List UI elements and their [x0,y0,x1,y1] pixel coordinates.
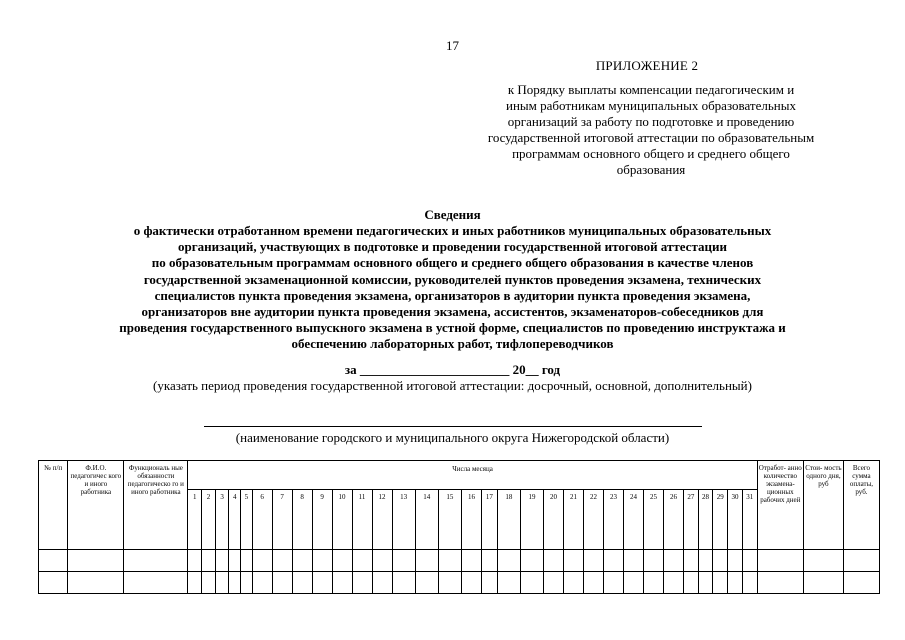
table-cell[interactable] [497,550,520,572]
day-header-20: 20 [544,490,564,550]
header-duties: Функциональ ные обязанности педагогическо го и иного работника [124,461,188,550]
day-header-5: 5 [241,490,253,550]
table-cell[interactable] [124,550,188,572]
period-note: (указать период проведения государственной итоговой аттестации: досрочный, основной, дополнительный) [153,378,752,393]
table-cell[interactable] [241,572,253,594]
day-header-22: 22 [584,490,604,550]
table-cell[interactable] [392,572,415,594]
table-cell[interactable] [292,550,312,572]
table-cell[interactable] [584,572,604,594]
table-cell[interactable] [604,572,624,594]
table-cell[interactable] [803,572,843,594]
header-worked-days: Отработ- анно количество экзамена- ционных рабочих дней [757,461,803,550]
day-header-9: 9 [312,490,332,550]
day-header-7: 7 [272,490,292,550]
table-cell[interactable] [698,572,713,594]
appendix-description [452,82,850,178]
table-cell[interactable] [229,572,241,594]
appendix-line: организаций за работу по подготовке и проведению [507,114,795,129]
table-row [39,550,880,572]
table-cell[interactable] [39,550,68,572]
header-num: № п/п [39,461,68,550]
table-cell[interactable] [742,572,757,594]
appendix-line: образования [616,162,686,177]
day-header-3: 3 [215,490,229,550]
subtitle-line: специалистов пункта проведения экзамена, организаторов в аудитории пункта проведения экзамена, [154,287,751,303]
table-cell[interactable] [372,572,392,594]
table-cell[interactable] [843,550,879,572]
day-header-15: 15 [438,490,461,550]
table-cell[interactable] [272,550,292,572]
table-cell[interactable] [312,572,332,594]
header-total: Всего сумма оплаты, руб. [843,461,879,550]
table-cell[interactable] [564,550,584,572]
subtitle-line: проведения государственного выпускного экзамена в устной форме, специалистов по проведению инструктажа и [119,320,786,336]
header-days: Числа месяца [188,461,757,490]
table-cell[interactable] [229,550,241,572]
table-cell[interactable] [438,550,461,572]
day-header-10: 10 [332,490,352,550]
table-cell[interactable] [461,572,481,594]
table-cell[interactable] [124,572,188,594]
table-cell[interactable] [544,550,564,572]
day-header-21: 21 [564,490,584,550]
table-cell[interactable] [312,550,332,572]
table-cell[interactable] [803,550,843,572]
table-cell[interactable] [241,550,253,572]
day-header-31: 31 [742,490,757,550]
subtitle-line: организаций, участвующих в подготовке и проведении государственной итоговой аттестации [178,239,727,255]
table-cell[interactable] [292,572,312,594]
table-cell[interactable] [624,550,644,572]
day-header-13: 13 [392,490,415,550]
document-title: Сведения [424,207,481,222]
appendix-line: государственной итоговой аттестации по образовательным [487,130,815,145]
table-cell[interactable] [520,550,543,572]
table-cell[interactable] [352,572,372,594]
table-cell[interactable] [202,550,216,572]
table-cell[interactable] [202,572,216,594]
day-header-19: 19 [520,490,543,550]
table-cell[interactable] [438,572,461,594]
subtitle-line: организаторов вне аудитории пункта проведения экзамена, ассистентов, экзаменаторов-собеседников для [141,304,764,320]
report-table [38,460,880,594]
table-cell[interactable] [624,572,644,594]
appendix-line: к Порядку выплаты компенсации педагогическим и [507,82,795,97]
day-header-14: 14 [415,490,438,550]
subtitle-line: обеспечению лабораторных работ, тифлопереводчиков [291,336,614,352]
document-subtitle [55,223,850,353]
table-cell[interactable] [757,572,803,594]
day-header-16: 16 [461,490,481,550]
table-cell[interactable] [188,550,202,572]
table-cell[interactable] [643,550,663,572]
day-header-29: 29 [713,490,728,550]
appendix-line: иным работникам муниципальных образовательных [506,98,796,113]
day-header-2: 2 [202,490,216,550]
page-number: 17 [446,38,459,53]
appendix-line: программам основного общего и среднего общего [512,146,790,161]
district-name-field[interactable] [204,426,702,427]
table-cell[interactable] [683,572,698,594]
table-cell[interactable] [392,550,415,572]
table-cell[interactable] [544,572,564,594]
day-header-1: 1 [188,490,202,550]
table-cell[interactable] [39,572,68,594]
table-cell[interactable] [698,550,713,572]
day-header-17: 17 [481,490,497,550]
table-cell[interactable] [461,550,481,572]
table-cell[interactable] [564,572,584,594]
day-header-11: 11 [352,490,372,550]
table-cell[interactable] [728,550,743,572]
appendix-title: ПРИЛОЖЕНИЕ 2 [595,58,699,73]
table-cell[interactable] [728,572,743,594]
table-cell[interactable] [663,572,683,594]
period-line: за _______________________ 20__ год [344,362,561,377]
table-cell[interactable] [742,550,757,572]
table-cell[interactable] [215,550,229,572]
day-header-26: 26 [663,490,683,550]
table-cell[interactable] [252,572,272,594]
table-cell[interactable] [272,572,292,594]
table-cell[interactable] [68,550,124,572]
table-cell[interactable] [757,550,803,572]
table-cell[interactable] [68,572,124,594]
table-cell[interactable] [332,572,352,594]
table-cell[interactable] [683,550,698,572]
table-cell[interactable] [663,550,683,572]
table-cell[interactable] [604,550,624,572]
table-cell[interactable] [713,572,728,594]
day-header-8: 8 [292,490,312,550]
day-header-6: 6 [252,490,272,550]
day-header-18: 18 [497,490,520,550]
day-header-25: 25 [643,490,663,550]
table-cell[interactable] [352,550,372,572]
table-cell[interactable] [332,550,352,572]
table-row [39,572,880,594]
subtitle-line: по образовательным программам основного общего и среднего общего образования в качестве членов [151,255,754,271]
table-header-row [39,461,880,490]
day-header-4: 4 [229,490,241,550]
table-cell[interactable] [713,550,728,572]
table-cell[interactable] [415,550,438,572]
table-cell[interactable] [520,572,543,594]
day-header-28: 28 [698,490,713,550]
table-cell[interactable] [481,550,497,572]
table-cell[interactable] [643,572,663,594]
table-cell[interactable] [188,572,202,594]
table-cell[interactable] [252,550,272,572]
day-header-30: 30 [728,490,743,550]
district-note: (наименование городского и муниципального округа Нижегородской области) [235,430,670,445]
table-cell[interactable] [415,572,438,594]
day-header-24: 24 [624,490,644,550]
day-header-27: 27 [683,490,698,550]
subtitle-line: государственной экзаменационной комиссии, руководителей пунктов проведения экзамена, технических [143,271,762,287]
day-header-23: 23 [604,490,624,550]
table-cell[interactable] [215,572,229,594]
table-cell[interactable] [372,550,392,572]
table-cell[interactable] [497,572,520,594]
table-cell[interactable] [481,572,497,594]
subtitle-line: о фактически отработанном времени педагогических и иных работников муниципальных образовательных [133,223,772,238]
table-cell[interactable] [843,572,879,594]
table-cell[interactable] [584,550,604,572]
day-header-12: 12 [372,490,392,550]
header-name: Ф.И.О. педагогичес кого и иного работника [68,461,124,550]
header-day-cost: Стои- мость одного дня, руб [803,461,843,550]
